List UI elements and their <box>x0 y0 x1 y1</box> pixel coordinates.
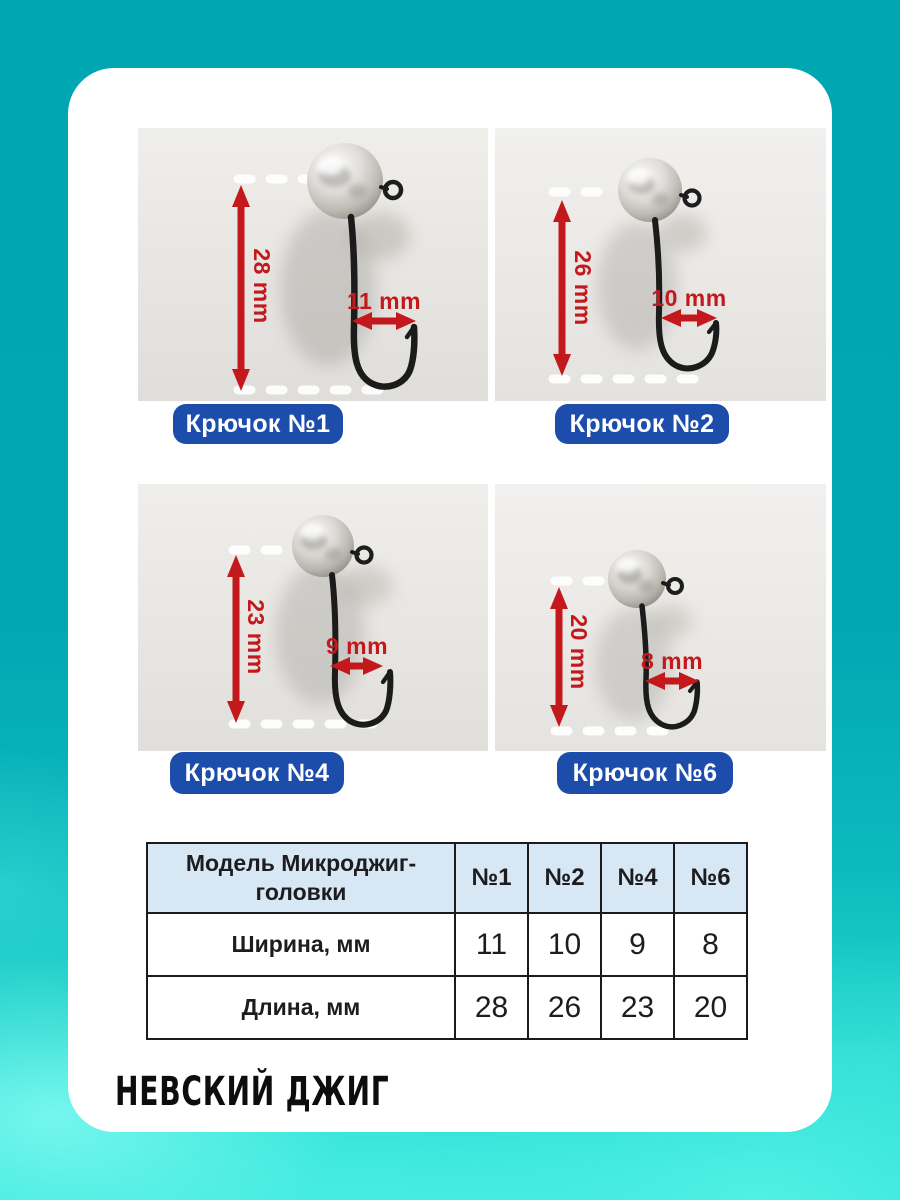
shadow <box>648 605 692 639</box>
jig-photo-3 <box>138 484 488 751</box>
size-table <box>146 842 748 1040</box>
ball-highlight <box>627 169 649 185</box>
length-label: 23 mm <box>243 599 269 675</box>
row-label-width: Ширина, мм <box>147 913 455 976</box>
table-header-n6: №6 <box>674 843 747 913</box>
ball-texture <box>652 193 668 205</box>
table-header-n4: №4 <box>601 843 674 913</box>
length-value-n4: 23 <box>601 976 674 1039</box>
width-label: 9 mm <box>325 633 389 659</box>
ball-highlight <box>301 524 323 540</box>
length-value-n2: 26 <box>528 976 601 1039</box>
table-header-model: Модель Микроджиг-головки <box>147 843 455 913</box>
width-value-n2: 10 <box>528 913 601 976</box>
jig-photo-1 <box>138 128 488 401</box>
hook-6-caption-label: Крючок №6 <box>572 758 718 787</box>
width-value-n6: 8 <box>674 913 747 976</box>
jig-photo-1-image <box>138 128 488 401</box>
shadow <box>659 214 707 252</box>
hook-4-caption <box>170 752 344 794</box>
ball-highlight <box>317 157 343 175</box>
jig-photo-2-image <box>495 128 826 401</box>
length-value-n6: 20 <box>674 976 747 1039</box>
table-row-width <box>147 913 747 976</box>
shadow <box>350 212 410 260</box>
length-value-n1: 28 <box>455 976 528 1039</box>
length-label: 26 mm <box>570 250 596 326</box>
ball-texture <box>325 548 341 560</box>
jig-photo-3-image <box>138 484 488 751</box>
shadow <box>340 566 392 606</box>
brand-logo: НЕВСКИЙ ДЖИГ <box>115 1068 390 1115</box>
width-value-n4: 9 <box>601 913 674 976</box>
table-row-length <box>147 976 747 1039</box>
jig-photo-2 <box>495 128 826 401</box>
ball-highlight <box>617 559 637 573</box>
hook-1-caption-label: Крючок №1 <box>185 409 331 438</box>
table-header-n2: №2 <box>528 843 601 913</box>
table-header-n1: №1 <box>455 843 528 913</box>
jig-photo-4 <box>495 484 826 751</box>
width-label: 8 mm <box>640 648 704 674</box>
width-value-n1: 11 <box>455 913 528 976</box>
ball-texture <box>348 184 366 198</box>
hook-1-caption <box>173 404 343 444</box>
ball-texture <box>638 580 654 592</box>
hook-6-caption <box>557 752 733 794</box>
hook-4-caption-label: Крючок №4 <box>184 758 330 787</box>
hook-2-caption-label: Крючок №2 <box>569 409 715 438</box>
width-label: 10 mm <box>651 285 727 311</box>
row-label-length: Длина, мм <box>147 976 455 1039</box>
jig-photo-4-image <box>495 484 826 751</box>
content-card <box>68 68 832 1132</box>
hook-2-caption <box>555 404 729 444</box>
width-label: 11 mm <box>346 288 422 314</box>
length-label: 28 mm <box>249 248 275 324</box>
length-label: 20 mm <box>566 614 592 690</box>
table-header-row <box>147 843 747 913</box>
